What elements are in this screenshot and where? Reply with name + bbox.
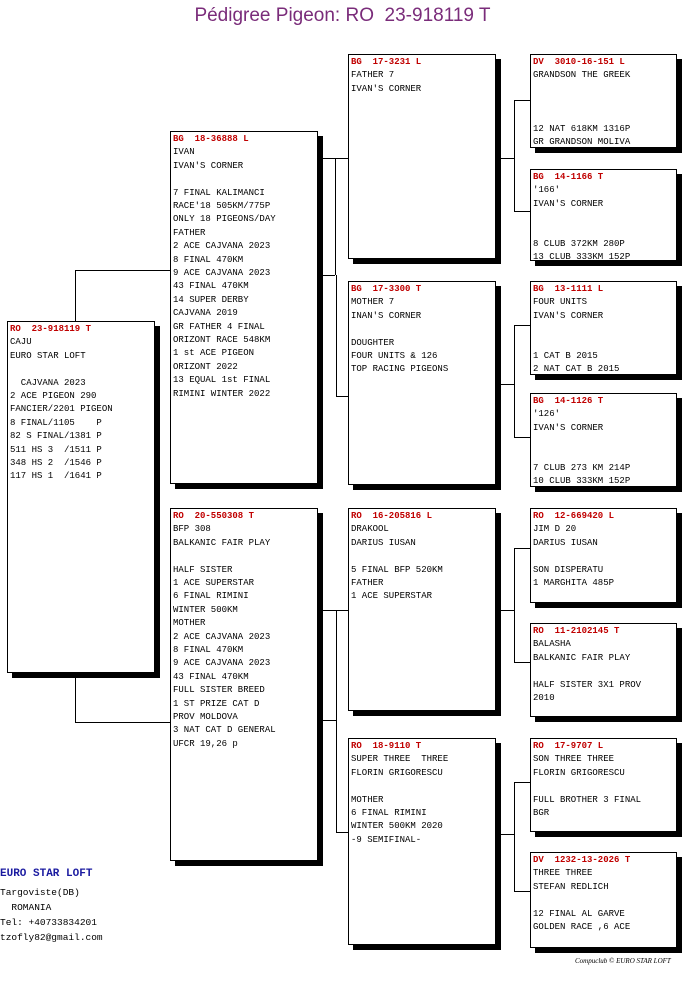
info-line: 117 HS 1 /1641 P: [10, 471, 102, 482]
info-line: FOUR UNITS & 126: [351, 351, 438, 362]
connector: [75, 270, 76, 322]
info-line: FANCIER/2201 PIGEON: [10, 404, 113, 415]
info-line: DRAKOOL: [351, 524, 389, 535]
pigeon-card-subject[interactable]: [7, 321, 155, 673]
info-line: IVAN: [173, 147, 195, 158]
pigeon-card-sire-sire-sire[interactable]: [530, 54, 677, 148]
info-line: MOTHER 7: [351, 297, 395, 308]
info-line: ORIZONT RACE 548KM: [173, 335, 271, 346]
connector: [335, 158, 336, 275]
info-line: 8 FINAL/1105 P: [10, 417, 102, 428]
info-line: 1 ACE SUPERSTAR: [173, 578, 255, 589]
info-line: 511 HS 3 /1511 P: [10, 444, 102, 455]
connector: [514, 325, 531, 326]
info-line: [533, 323, 674, 336]
info-line: BALKANIC FAIR PLAY: [533, 652, 631, 663]
info-line: SON DISPERATU: [533, 564, 604, 575]
connector: [497, 384, 515, 385]
info-line: 5 FINAL BFP 520KM: [351, 564, 443, 575]
info-line: GOLDEN RACE ,6 ACE: [533, 922, 631, 933]
info-line: 13 CLUB 333KM 152P: [533, 252, 631, 261]
ring-number: BG 18-36888 L: [173, 134, 249, 144]
info-line: 1 CAT B 2015: [533, 351, 598, 361]
connector: [75, 672, 76, 722]
ring-number: DV 3010-16-151 L: [533, 57, 625, 67]
info-line: [173, 173, 315, 186]
info-line: 1 MARGHITA 485P: [533, 578, 615, 589]
info-line: [533, 225, 674, 238]
pigeon-card-dam-dam-sire[interactable]: [530, 738, 677, 832]
info-line: FLORIN GRIGORESCU: [533, 767, 625, 778]
info-line: PROV MOLDOVA: [173, 712, 238, 723]
info-line: [533, 665, 674, 678]
info-line: FULL SISTER BREED: [173, 685, 265, 696]
info-line: SUPER THREE THREE: [351, 754, 449, 765]
info-line: BALKANIC FAIR PLAY: [173, 537, 271, 548]
info-line: WINTER 500KM 2020: [351, 821, 443, 832]
pigeon-card-dam[interactable]: [170, 508, 318, 861]
info-line: 14 SUPER DERBY: [173, 294, 249, 305]
info-line: HALF SISTER: [173, 564, 233, 575]
info-line: BGR: [533, 808, 550, 819]
info-line: 2 ACE CAJVANA 2023: [173, 241, 271, 252]
info-line: 43 FINAL 470KM: [173, 281, 249, 292]
connector: [336, 275, 337, 396]
info-line: 8 FINAL 470KM: [173, 645, 244, 656]
connector: [497, 610, 515, 611]
info-line: TOP RACING PIGEONS: [351, 364, 449, 375]
ring-number: RO 12-669420 L: [533, 511, 615, 521]
info-line: 348 HS 2 /1546 P: [10, 458, 102, 469]
ring-number: RO 11-2102145 T: [533, 626, 620, 636]
info-line: FLORIN GRIGORESCU: [351, 767, 443, 778]
ring-number: DV 1232-13-2026 T: [533, 855, 631, 865]
info-line: IVAN'S CORNER: [533, 422, 604, 433]
info-line: [10, 363, 152, 376]
info-line: [351, 550, 493, 563]
info-line: UFCR 19,26 p: [173, 738, 238, 749]
info-line: GR FATHER 4 FINAL: [173, 321, 265, 332]
info-line: IVAN'S CORNER: [533, 310, 604, 321]
loft-name: EURO STAR LOFT: [0, 868, 93, 880]
info-line: 12 NAT 618KM 1316P: [533, 123, 631, 134]
info-line: DARIUS IUSAN: [351, 537, 416, 548]
info-line: 6 FINAL RIMINI: [173, 591, 249, 602]
connector: [336, 720, 337, 832]
pigeon-card-sire-dam[interactable]: [348, 281, 496, 485]
ring-number: RO 20-550308 T: [173, 511, 255, 521]
info-line: 9 ACE CAJVANA 2023: [173, 658, 271, 669]
info-line: SON THREE THREE: [533, 754, 615, 765]
info-line: CAJVANA 2023: [10, 377, 86, 388]
info-line: CAJU: [10, 337, 32, 348]
info-line: 7 CLUB 273 KM 214P: [533, 463, 631, 473]
info-line: [533, 435, 674, 448]
ring-number: RO 23-918119 T: [10, 324, 92, 334]
connector: [514, 548, 531, 549]
ring-number: BG 13-1111 L: [533, 284, 604, 294]
pigeon-card-dam-dam[interactable]: [348, 738, 496, 945]
software-credit: Compuclub © EURO STAR LOFT: [575, 957, 671, 965]
loft-city: Targoviste(DB): [0, 887, 80, 898]
info-line: 2010: [533, 693, 555, 704]
info-line: BALASHA: [533, 639, 571, 650]
info-line: FOUR UNITS: [533, 297, 588, 308]
info-line: MOTHER: [351, 794, 384, 805]
info-line: FATHER: [351, 578, 384, 589]
pigeon-card-sire[interactable]: [170, 131, 318, 484]
ring-number: BG 17-3300 T: [351, 284, 422, 294]
info-line: STEFAN REDLICH: [533, 881, 609, 892]
info-line: 2 ACE PIGEON 290: [10, 391, 97, 402]
info-line: 2 ACE CAJVANA 2023: [173, 631, 271, 642]
info-line: 9 ACE CAJVANA 2023: [173, 268, 271, 279]
connector: [514, 211, 531, 212]
pigeon-card-dam-sire-dam[interactable]: [530, 623, 677, 717]
connector: [514, 100, 515, 212]
info-line: [173, 550, 315, 563]
info-line: DARIUS IUSAN: [533, 537, 598, 548]
connector: [514, 437, 531, 438]
info-line: [351, 780, 493, 793]
info-line: DOUGHTER: [351, 337, 395, 348]
connector: [75, 270, 171, 271]
ring-number: BG 14-1126 T: [533, 396, 604, 406]
info-line: 82 S FINAL/1381 P: [10, 431, 102, 442]
pigeon-card-sire-sire[interactable]: [348, 54, 496, 259]
connector: [321, 275, 335, 276]
connector: [514, 100, 531, 101]
info-line: ORIZONT 2022: [173, 361, 238, 372]
info-line: [533, 449, 674, 462]
ring-number: BG 17-3231 L: [351, 57, 422, 67]
connector: [321, 275, 322, 289]
info-line: MOTHER: [173, 618, 206, 629]
pigeon-card-sire-dam-dam[interactable]: [530, 393, 677, 487]
connector: [514, 782, 515, 892]
info-line: FULL BROTHER 3 FINAL: [533, 794, 642, 805]
info-line: [351, 323, 493, 336]
connector: [514, 548, 515, 663]
info-line: [533, 337, 674, 350]
info-line: THREE THREE: [533, 868, 593, 879]
info-line: FATHER: [173, 227, 206, 238]
pigeon-card-dam-sire-sire[interactable]: [530, 508, 677, 603]
connector: [322, 720, 336, 721]
info-line: [533, 550, 674, 563]
info-line: RACE'18 505KM/775P: [173, 201, 271, 212]
pigeon-card-dam-dam-dam[interactable]: [530, 852, 677, 948]
info-line: [533, 83, 674, 96]
info-line: 43 FINAL 470KM: [173, 671, 249, 682]
info-line: 12 FINAL AL GARVE: [533, 908, 625, 919]
info-line: [533, 780, 674, 793]
info-line: ONLY 18 PIGEONS/DAY: [173, 214, 276, 225]
info-line: [533, 96, 674, 109]
loft-country: ROMANIA: [0, 902, 52, 913]
connector: [514, 325, 515, 438]
info-line: JIM D 20: [533, 524, 577, 535]
info-line: 10 CLUB 333KM 152P: [533, 476, 631, 487]
info-line: IVAN'S CORNER: [533, 198, 604, 209]
ring-number: RO 18-9110 T: [351, 741, 422, 751]
info-line: FATHER 7: [351, 70, 395, 81]
connector: [497, 158, 515, 159]
info-line: WINTER 500KM: [173, 604, 238, 615]
connector: [497, 834, 515, 835]
loft-email[interactable]: tzofly82@gmail.com: [0, 932, 103, 943]
info-line: 1 st ACE PIGEON: [173, 348, 255, 359]
pigeon-card-sire-dam-sire[interactable]: [530, 281, 677, 375]
ring-number: RO 16-205816 L: [351, 511, 433, 521]
info-line: HALF SISTER 3X1 PROV: [533, 679, 642, 690]
info-line: 1 ACE SUPERSTAR: [351, 591, 433, 602]
info-line: -9 SEMIFINAL-: [351, 834, 422, 845]
info-line: BFP 308: [173, 524, 211, 535]
info-line: '126': [533, 409, 561, 420]
ring-number: RO 17-9707 L: [533, 741, 604, 751]
ring-number: BG 14-1166 T: [533, 172, 604, 182]
connector: [514, 662, 531, 663]
info-line: 1 ST PRIZE CAT D: [173, 698, 260, 709]
connector: [514, 782, 531, 783]
info-line: EURO STAR LOFT: [10, 350, 86, 361]
connector: [336, 610, 337, 720]
info-line: IVAN'S CORNER: [173, 160, 244, 171]
info-line: GR GRANDSON MOLIVA: [533, 137, 631, 148]
loft-phone: Tel: +40733834201: [0, 917, 97, 928]
info-line: 13 EQUAL 1st FINAL: [173, 375, 271, 386]
info-line: [533, 894, 674, 907]
loft-contact: [0, 868, 103, 945]
info-line: '166': [533, 185, 561, 196]
info-line: GRANDSON THE GREEK: [533, 70, 631, 81]
connector: [75, 722, 171, 723]
info-line: CAJVANA 2019: [173, 308, 238, 319]
info-line: RIMINI WINTER 2022: [173, 388, 271, 399]
info-line: 7 FINAL KALIMANCI: [173, 187, 265, 198]
info-line: [533, 211, 674, 224]
info-line: 6 FINAL RIMINI: [351, 808, 427, 819]
info-line: IVAN'S CORNER: [351, 83, 422, 94]
info-line: 8 CLUB 372KM 280P: [533, 239, 625, 249]
info-line: 8 FINAL 470KM: [173, 254, 244, 265]
info-line: 3 NAT CAT D GENERAL: [173, 725, 276, 736]
info-line: 2 NAT CAT B 2015: [533, 364, 620, 375]
info-line: [533, 110, 674, 123]
page-title: Pédigree Pigeon: RO 23-918119 T: [194, 5, 491, 26]
pigeon-card-sire-sire-dam[interactable]: [530, 169, 677, 261]
connector: [514, 891, 531, 892]
info-line: INAN'S CORNER: [351, 310, 422, 321]
pigeon-card-dam-sire[interactable]: [348, 508, 496, 711]
